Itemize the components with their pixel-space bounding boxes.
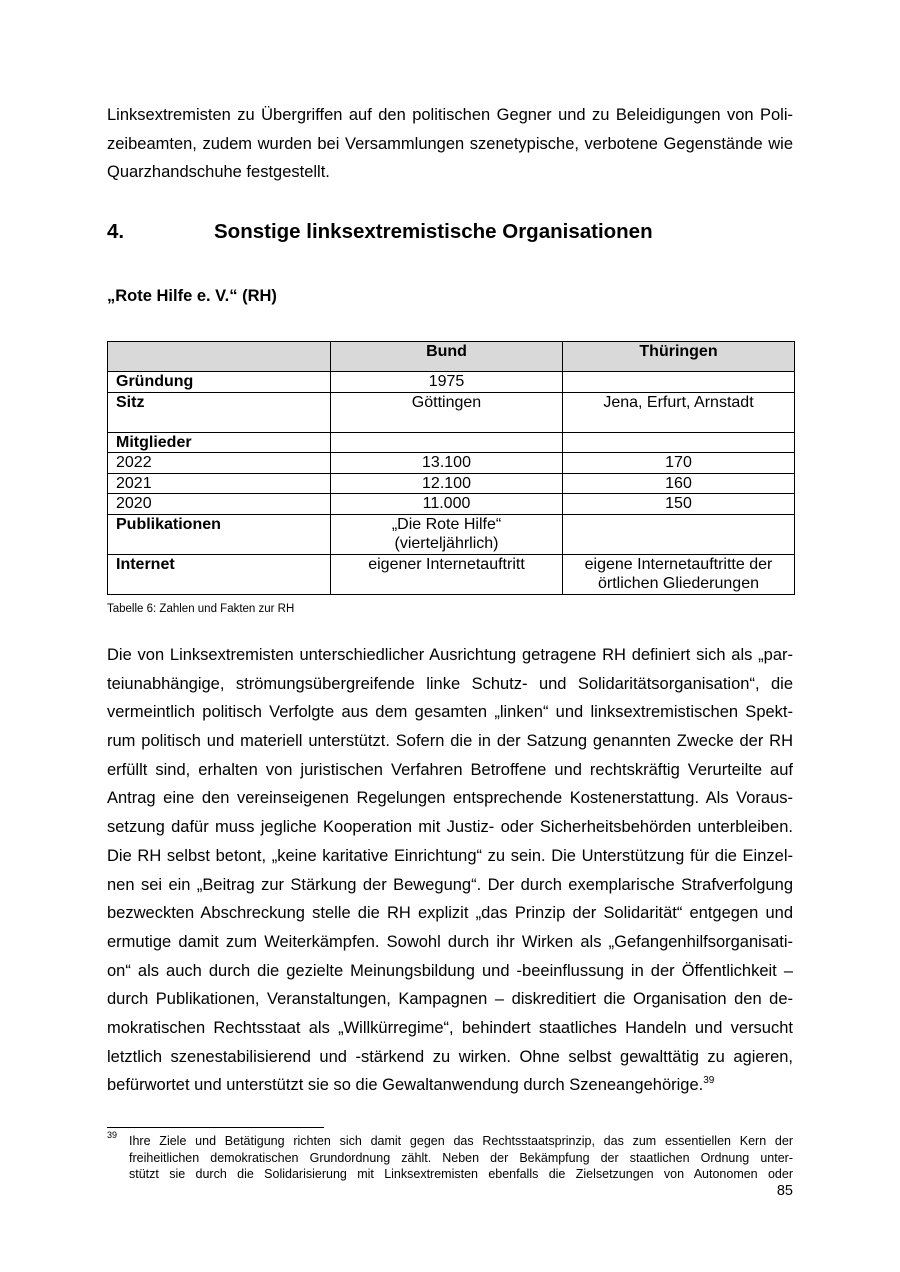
- table-caption: Tabelle 6: Zahlen und Fakten zur RH: [107, 603, 295, 615]
- intro-line: Quarzhandschuhe festgestellt.: [107, 163, 330, 182]
- intro-line: zeibeamten, zudem wurden bei Versammlungen szenetypische, verbotene Gegenstände wie: [107, 134, 793, 153]
- body-line: durch Publikationen, Veranstaltungen, Kampagnen – diskreditiert die Organisation den de-: [107, 990, 793, 1009]
- cell-thueringen: [563, 432, 795, 453]
- header-cell-thueringen: Thüringen: [563, 342, 795, 372]
- footnote-line: stützt sie durch die Solidarisierung mit Linksextremisten ebenfalls die Zielsetzungen von Autonomen oder: [129, 1167, 793, 1181]
- row-label: Gründung: [108, 372, 331, 393]
- cell-bund: 13.100: [331, 453, 563, 474]
- internet-line: eigene Internetauftritte der: [584, 555, 773, 573]
- cell-bund: 12.100: [331, 473, 563, 494]
- table-row-gruendung: [108, 372, 795, 393]
- body-line: letztlich szenestabilisierend und -stärkend zu wirken. Ohne selbst gewalttätig zu agieren,: [107, 1047, 793, 1066]
- row-label: Sitz: [108, 392, 331, 432]
- cell-bund: eigener Internetauftritt: [331, 554, 563, 594]
- cell-thueringen: 170: [563, 453, 795, 474]
- body-line: rum politisch und materiell unterstützt. Sofern die in der Satzung genannten Zwecke der RH: [107, 732, 793, 751]
- body-line: mokratischen Rechtsstaat als „Willkürregime“, behindert staatliches Handeln und versucht: [107, 1018, 793, 1037]
- footnote-divider: [107, 1127, 324, 1128]
- facts-table: [107, 341, 795, 595]
- body-line: on“ als auch durch die gezielte Meinungsbildung und -beeinflussung in der Öffentlichkeit –: [107, 961, 793, 980]
- header-cell-bund: Bund: [331, 342, 563, 372]
- body-line: bezweckten Abschreckung stelle die RH explizit „das Prinzip der Solidarität“ entgegen und: [107, 904, 793, 923]
- table-row-year: [108, 453, 795, 474]
- section-title: Sonstige linksextremistische Organisationen: [214, 220, 653, 243]
- body-line: Antrag eine den vereinseigenen Regelungen entsprechende Kostenerstattung. Als Voraus-: [107, 789, 793, 808]
- section-heading: [107, 217, 793, 247]
- cell-bund: [331, 514, 563, 554]
- body-line: setzung dafür muss jegliche Kooperation mit Justiz- oder Sicherheitsbehörden unterbleiben.: [107, 818, 793, 837]
- body-line: Die von Linksextremisten unterschiedlicher Ausrichtung getragene RH definiert sich als „par-: [107, 646, 793, 664]
- intro-paragraph: [107, 101, 793, 187]
- cell-thueringen: [563, 554, 795, 594]
- cell-bund: 1975: [331, 372, 563, 393]
- footnote-line: Ihre Ziele und Betätigung richten sich damit gegen das Rechtsstaatsprinzip, das zum essentiellen Kern der: [129, 1134, 793, 1148]
- table-row-year: [108, 494, 795, 515]
- intro-line: Linksextremisten zu Übergriffen auf den politischen Gegner und zu Beleidigungen von Poli-: [107, 106, 793, 124]
- footnote: [107, 1130, 793, 1183]
- cell-thueringen: [563, 372, 795, 393]
- table-row-year: [108, 473, 795, 494]
- cell-bund: [331, 432, 563, 453]
- footnote-reference[interactable]: 39: [703, 1075, 715, 1087]
- row-label: 2021: [108, 473, 331, 494]
- cell-bund: Göttingen: [331, 392, 563, 432]
- page-number: 85: [776, 1183, 793, 1199]
- body-line: [107, 1071, 793, 1100]
- table-row-mitglieder: [108, 432, 795, 453]
- row-label: Publikationen: [108, 514, 331, 554]
- body-line: ermutige damit zum Weiterkämpfen. Sowohl durch ihr Wirken als „Gefangenhilfsorganisati-: [107, 932, 793, 951]
- publication-frequency: (vierteljährlich): [394, 535, 499, 552]
- cell-thueringen: 160: [563, 473, 795, 494]
- cell-thueringen: [563, 514, 795, 554]
- subsection-title: „Rote Hilfe e. V.“ (RH): [107, 287, 277, 305]
- body-paragraph: [107, 641, 793, 1100]
- body-line: Die RH selbst betont, „keine karitative Einrichtung“ zu sein. Die Unterstützung für die Einzel-: [107, 846, 793, 865]
- row-label: Mitglieder: [108, 432, 331, 453]
- table-header-row: [108, 342, 795, 372]
- cell-thueringen: Jena, Erfurt, Arnstadt: [563, 392, 795, 432]
- footnote-marker: 39: [107, 1130, 118, 1140]
- row-label: 2022: [108, 453, 331, 474]
- cell-bund: 11.000: [331, 494, 563, 515]
- publication-title: „Die Rote Hilfe“: [391, 515, 502, 533]
- row-label: 2020: [108, 494, 331, 515]
- body-line: vermeintlich politisch Verfolgte aus dem gesamten „linken“ und linksextremistischen Spekt-: [107, 703, 793, 722]
- row-label: Internet: [108, 554, 331, 594]
- table-row-sitz: [108, 392, 795, 432]
- footnote-line: freiheitlichen demokratischen Grundordnung zählt. Neben der Bekämpfung der staatlichen Ordnung unter-: [129, 1150, 793, 1165]
- internet-line: örtlichen Gliederungen: [598, 575, 759, 592]
- table-row-publikationen: [108, 514, 795, 554]
- header-cell-blank: [108, 342, 331, 372]
- body-last-line-text: befürwortet und unterstützt sie so die Gewaltanwendung durch Szeneangehörige.: [107, 1076, 704, 1095]
- cell-thueringen: 150: [563, 494, 795, 515]
- section-number: 4.: [107, 220, 125, 243]
- table-row-internet: [108, 554, 795, 594]
- body-line: nen sei ein „Beitrag zur Stärkung der Bewegung“. Der durch exemplarische Strafverfolgung: [107, 875, 793, 894]
- body-line: teiunabhängige, strömungsübergreifende linke Schutz- und Solidaritätsorganisation“, die: [107, 674, 793, 693]
- body-line: erfüllt sind, erhalten von juristischen Verfahren Betroffene und rechtskräftig Verurteilte auf: [107, 760, 793, 779]
